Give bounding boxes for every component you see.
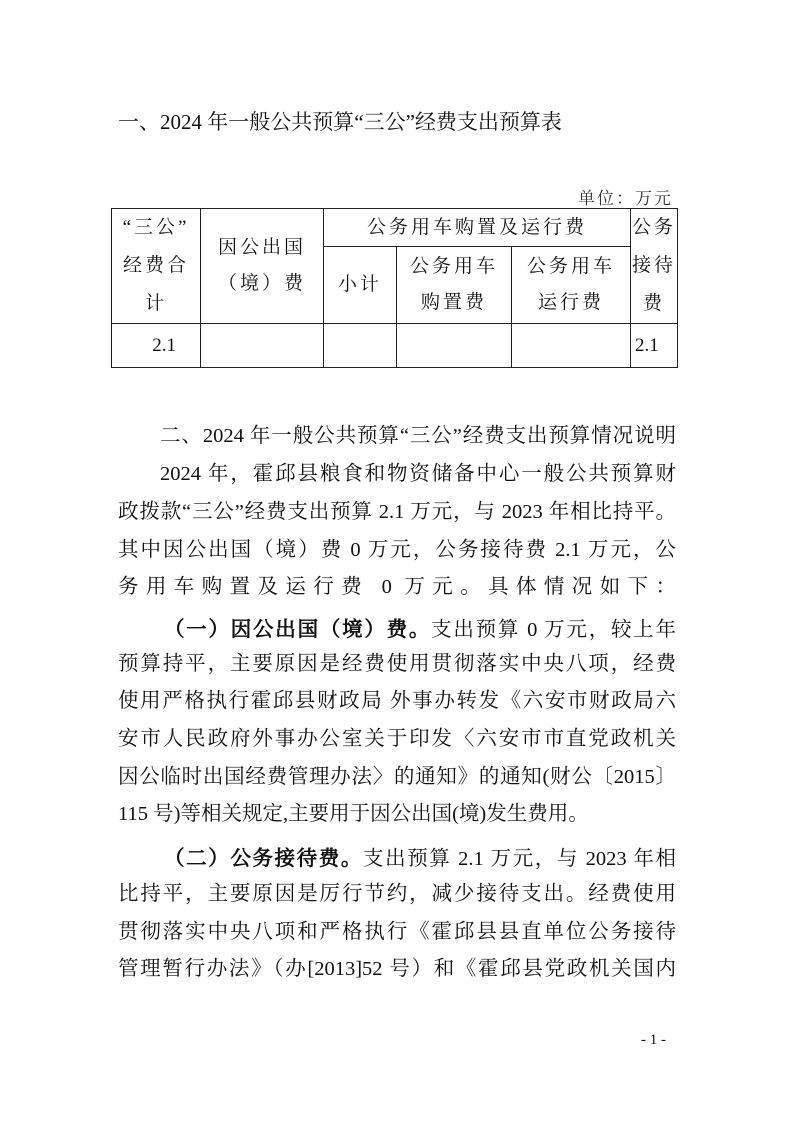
paragraph-line: 政拨款“三公”经费支出预算 2.1 万元，与 2023 年相比持平。 bbox=[118, 501, 676, 523]
item2-text: 支出预算 2.1 万元，与 2023 年相 bbox=[362, 848, 677, 870]
header-text: （境）费 bbox=[217, 273, 306, 294]
three-public-expense-table bbox=[111, 208, 678, 368]
table-row bbox=[112, 324, 678, 368]
header-subtotal: 小计 bbox=[324, 247, 397, 324]
paragraph-line: 务用车购置及运行费 0 万元。具体情况如下： bbox=[118, 576, 676, 598]
header-total bbox=[112, 209, 201, 324]
paragraph-line: 安市人民政府外事办公室关于印发〈六安市市直党政机关 bbox=[118, 728, 676, 750]
paragraph-line: 贯彻落实中央八项和严格执行《霍邱县县直单位公务接待 bbox=[118, 921, 676, 943]
cell-reception: 2.1 bbox=[631, 324, 678, 368]
paragraph-line bbox=[164, 612, 676, 642]
header-text: “三公” bbox=[122, 217, 190, 238]
item1-text: 支出预算 0 万元，较上年 bbox=[431, 619, 677, 641]
header-abroad bbox=[201, 209, 324, 324]
header-text: 公务 bbox=[631, 217, 676, 238]
header-vehicle-group: 公务用车购置及运行费 bbox=[324, 209, 631, 247]
header-purchase bbox=[397, 247, 512, 324]
header-text: 因公出国 bbox=[217, 237, 306, 258]
paragraph-line: 比持平，主要原因是厉行节约，减少接待支出。经费使用 bbox=[118, 883, 676, 905]
header-text: 费 bbox=[642, 293, 665, 314]
cell-purchase bbox=[397, 324, 512, 368]
cell-total: 2.1 bbox=[112, 324, 201, 368]
header-operation bbox=[512, 247, 631, 324]
item1-heading: （一）因公出国（境）费。 bbox=[164, 619, 432, 641]
table-title: 一、2024 年一般公共预算“三公”经费支出预算表 bbox=[118, 110, 562, 134]
paragraph-line: 使用严格执行霍邱县财政局 外事办转发《六安市财政局六 bbox=[118, 690, 676, 712]
header-text: 购置费 bbox=[420, 292, 487, 313]
header-text: 接待 bbox=[631, 255, 676, 276]
paragraph-line: 因公临时出国经费管理办法〉的通知》的通知(财公〔2015〕 bbox=[118, 766, 676, 788]
header-text: 公务用车 bbox=[526, 256, 615, 277]
item2-heading: （二）公务接待费。 bbox=[164, 848, 363, 870]
paragraph-line: 管理暂行办法》（办[2013]52 号）和《霍邱县党政机关国内 bbox=[118, 958, 676, 980]
header-text: 经费合 bbox=[122, 255, 189, 276]
paragraph-line: 115 号)等相关规定,主要用于因公出国(境)发生费用。 bbox=[118, 803, 589, 825]
paragraph-line: 其中因公出国（境）费 0 万元，公务接待费 2.1 万元，公 bbox=[118, 539, 676, 561]
header-reception bbox=[631, 209, 678, 324]
paragraph-line: 预算持平，主要原因是经费使用贯彻落实中央八项，经费 bbox=[118, 653, 676, 675]
page-number: - 1 - bbox=[641, 1032, 666, 1048]
paragraph-line: 2024 年，霍邱县粮食和物资储备中心一般公共预算财 bbox=[160, 463, 676, 485]
cell-subtotal bbox=[324, 324, 397, 368]
header-text: 计 bbox=[144, 293, 167, 314]
section-heading: 二、2024 年一般公共预算“三公”经费支出预算情况说明 bbox=[160, 425, 676, 447]
cell-operation bbox=[512, 324, 631, 368]
header-text: 运行费 bbox=[537, 292, 604, 313]
header-text: 公务用车 bbox=[409, 256, 498, 277]
cell-abroad bbox=[201, 324, 324, 368]
paragraph-line bbox=[164, 841, 676, 871]
unit-label: 单位：万元 bbox=[578, 189, 673, 208]
